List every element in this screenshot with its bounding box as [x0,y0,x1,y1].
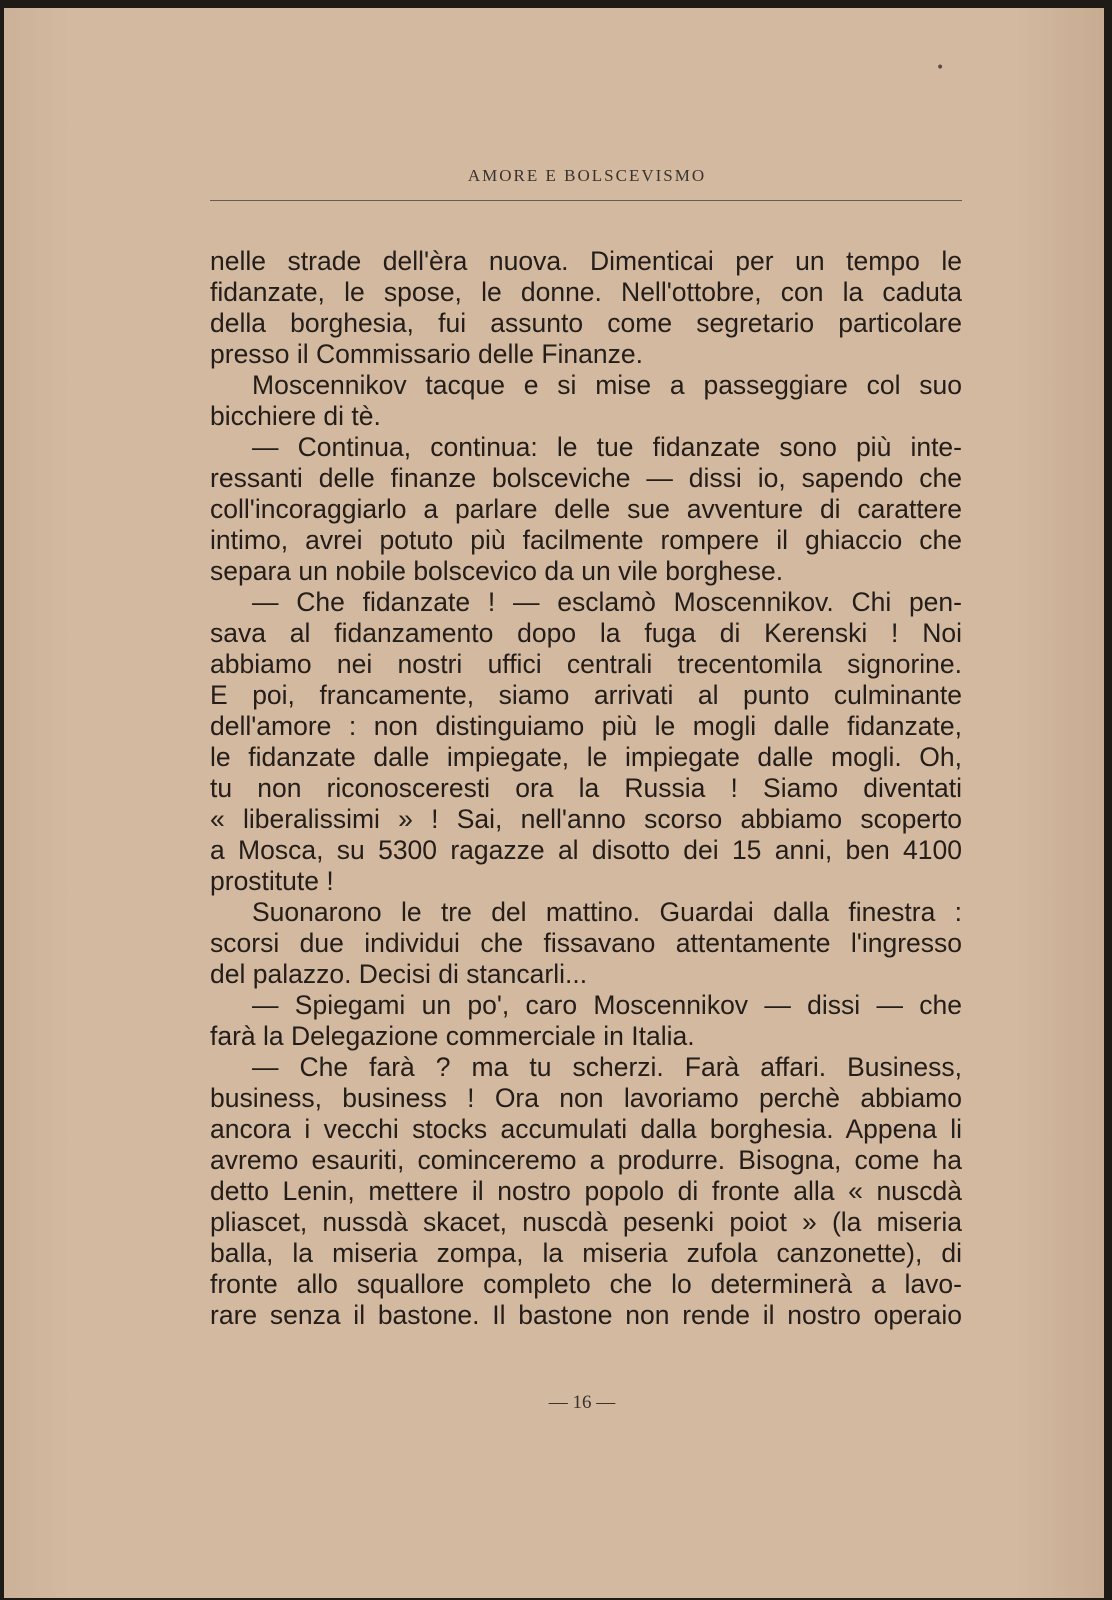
text-line: Suonarono le tre del mattino. Guardai dalla finestra : [252,897,962,927]
text-line: ancora i vecchi stocks accumulati dalla borghesia. Appena li [210,1114,962,1144]
text-line: « liberalissimi » ! Sai, nell'anno scorso abbiamo scoperto [210,804,962,834]
text-line: rare senza il bastone. Il bastone non rende il nostro operaio [210,1300,962,1330]
page-number: — 16 — [548,1392,616,1413]
text-line: sava al fidanzamento dopo la fuga di Kerenski ! Noi [210,618,962,648]
text-line: balla, la miseria zompa, la miseria zufola canzonette), di [210,1238,962,1268]
text-line: le fidanzate dalle impiegate, le impiegate dalle mogli. Oh, [210,742,962,772]
text-line: presso il Commissario delle Finanze. [210,339,643,369]
text-line: intimo, avrei potuto più facilmente rompere il ghiaccio che [210,525,962,555]
text-line: Moscennikov tacque e si mise a passeggiare col suo [252,370,962,400]
text-line: bicchiere di tè. [210,401,381,431]
text-line: tu non riconosceresti ora la Russia ! Siamo diventati [210,773,962,803]
text-line: — Continua, continua: le tue fidanzate sono più inte- [252,432,962,462]
text-line: pliascet, nussdà skacet, nuscdà pesenki poiot » (la miseria [210,1207,962,1237]
text-line: separa un nobile bolscevico da un vile borghese. [210,556,784,586]
text-line: E poi, francamente, siamo arrivati al punto culminante [210,680,962,710]
text-line: prostitute ! [210,866,334,896]
text-line: detto Lenin, mettere il nostro popolo di fronte alla « nuscdà [210,1176,962,1206]
text-line: scorsi due individui che fissavano attentamente l'ingresso [210,928,962,958]
text-line: del palazzo. Decisi di stancarli... [210,959,588,989]
text-line: coll'incoraggiarlo a parlare delle sue avventure di carattere [210,494,962,524]
text-line: avremo esauriti, cominceremo a produrre. Bisogna, come ha [210,1145,962,1175]
text-line: — Che fidanzate ! — esclamò Moscennikov. Chi pen- [252,587,962,617]
text-line: a Mosca, su 5300 ragazze al disotto dei 15 anni, ben 4100 [210,835,962,865]
book-page [4,8,1104,1598]
text-line: ressanti delle finanze bolsceviche — dissi io, sapendo che [210,463,962,493]
text-line: abbiamo nei nostri uffici centrali trecentomila signorine. [210,649,962,679]
text-line: farà la Delegazione commerciale in Italia. [210,1021,695,1051]
header-rule [210,200,962,201]
text-line: nelle strade dell'èra nuova. Dimenticai per un tempo le [210,246,962,276]
ink-speck: • [936,60,945,76]
text-line: dell'amore : non distinguiamo più le mogli dalle fidanzate, [210,711,962,741]
text-line: — Spiegami un po', caro Moscennikov — dissi — che [252,990,962,1020]
text-line: — Che farà ? ma tu scherzi. Farà affari. Business, [252,1052,962,1082]
text-line: fronte allo squallore completo che lo determinerà a lavo- [210,1269,962,1299]
text-line: business, business ! Ora non lavoriamo perchè abbiamo [210,1083,962,1113]
text-line: fidanzate, le spose, le donne. Nell'ottobre, con la caduta [210,277,962,307]
body-text [210,246,962,1331]
running-header: AMORE E BOLSCEVISMO [467,166,707,185]
text-line: della borghesia, fui assunto come segretario particolare [210,308,962,338]
